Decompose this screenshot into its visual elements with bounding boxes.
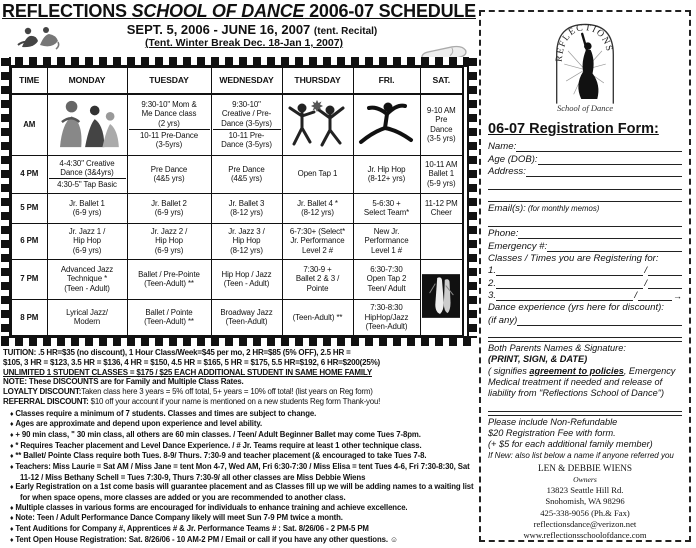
- cell-tuesday-7pm: Ballet / Pre-Pointe (Teen-Adult) **: [127, 259, 211, 299]
- cell-saturday-5pm: 11-12 PM Cheer: [420, 193, 463, 223]
- owner-email: reflectionsdance@verizon.net: [533, 518, 637, 529]
- subtitle-row: [0, 22, 478, 55]
- col-header-wednesday: WEDNESDAY: [211, 67, 282, 94]
- owners-block: [488, 463, 682, 541]
- cell-thursday-7pm: 7:30-9 + Ballet 2 & 3 / Pointe: [282, 259, 353, 299]
- cell-friday-8pm: 7:30-8:30 HipHop/Jazz (Teen-Adult): [353, 299, 420, 336]
- age-field: Age (DOB):: [488, 152, 682, 164]
- time-label-5pm: 5 PM: [11, 193, 47, 223]
- address-blank: [526, 164, 682, 177]
- section-divider-2: [488, 415, 682, 416]
- cell-tuesday-am: 9:30-10" Mom & Me Dance class (2 yrs) 10-11 Pre-Dance (3-5yrs): [127, 94, 211, 155]
- name-blank: [516, 139, 682, 152]
- owner-names: LEN & DEBBIE WIENS: [538, 463, 632, 474]
- col-header-saturday: SAT.: [420, 67, 463, 94]
- header-row: [11, 67, 463, 94]
- cell-monday-8pm: Lyrical Jazz/ Modern: [47, 299, 127, 336]
- class-line-1: 1. /: [488, 264, 682, 276]
- col-header-tuesday: TUESDAY: [127, 67, 211, 94]
- col-header-friday: FRI.: [353, 67, 420, 94]
- address-blank-line-2: [488, 190, 682, 202]
- row-8pm: [11, 299, 463, 336]
- cell-friday-6pm: New Jr. Performance Level 1 #: [353, 223, 420, 259]
- cell-monday-5pm: Jr. Ballet 1 (6-9 yrs): [47, 193, 127, 223]
- cell-tuesday-5pm: Jr. Ballet 2 (6-9 yrs): [127, 193, 211, 223]
- email-field: Email(s): (for monthly memos): [488, 203, 600, 215]
- time-label-8pm: 8 PM: [11, 299, 47, 336]
- col-header-monday: MONDAY: [47, 67, 127, 94]
- class-line-3: 3. / →: [488, 289, 682, 301]
- filmstrip-right: [467, 57, 477, 346]
- cell-thursday-8pm: (Teen-Adult) **: [282, 299, 353, 336]
- tuition-block: [3, 348, 476, 407]
- cell-thursday-5pm: Jr. Ballet 4 * (8-12 yrs): [282, 193, 353, 223]
- children-dancing-icon: [50, 97, 124, 151]
- fee-line-1: Please include Non-Refundable: [488, 416, 618, 427]
- schedule-filmstrip-frame: [1, 57, 477, 346]
- reflections-logo: [541, 15, 629, 115]
- cell-thursday-4pm: Open Tap 1: [282, 155, 353, 193]
- time-label-4pm: 4 PM: [11, 155, 47, 193]
- cell-monday-6pm: Jr. Jazz 1 / Hip Hop (6-9 yrs): [47, 223, 127, 259]
- svg-text:REFLECTIONS: REFLECTIONS: [554, 22, 614, 63]
- cell-wednesday-8pm: Broadway Jazz (Teen-Adult): [211, 299, 282, 336]
- dancing-kids-icon: [286, 98, 350, 150]
- owner-website: www.reflectionsschoolofdance.com: [523, 529, 647, 540]
- parents-label: Both Parents Names & Signature:: [488, 343, 626, 354]
- class-schedule-table: [10, 66, 464, 337]
- cell-thursday-6pm: 6-7:30+ (Select* Jr. Performance Level 2 #: [282, 223, 353, 259]
- fee-line-2: $20 Registration Fee with form.: [488, 427, 616, 438]
- cell-saturday-6pm: [420, 223, 463, 259]
- phone-field: Phone:: [488, 227, 682, 239]
- row-5pm: [11, 193, 463, 223]
- if-any-field: (if any): [488, 313, 682, 325]
- svg-text:School of Dance: School of Dance: [556, 103, 614, 114]
- emergency-field: Emergency #:: [488, 239, 682, 251]
- print-sign-label: (PRINT, SIGN, & DATE): [488, 354, 588, 365]
- cell-wednesday-5pm: Jr. Ballet 3 (8-12 yrs): [211, 193, 282, 223]
- policy-note: ( signifies agreement to policies, Emergency Medical treatment if needed and release of liability from "Reflections School of Dance"): [488, 365, 676, 399]
- form-heading: 06-07 Registration Form:: [488, 121, 659, 137]
- cell-saturday-evening: [420, 259, 463, 336]
- filmstrip-left: [1, 57, 11, 346]
- cell-monday-4pm: 4-4:30" Creative Dance (3&4yrs) 4:30-5" Tap Basic: [47, 155, 127, 193]
- owner-city: Snohomish, WA 98296: [545, 496, 625, 507]
- winter-break-note: (Tent. Winter Break Dec. 18-Jan 1, 2007): [144, 37, 344, 49]
- cell-thursday-am: [282, 94, 353, 155]
- cell-tuesday-8pm: Ballet / Pointe (Teen-Adult) **: [127, 299, 211, 336]
- if-new-note: If New: also list below a name if anyone referred you: [488, 451, 674, 461]
- filmstrip-bottom: [1, 336, 477, 346]
- page-title: REFLECTIONS SCHOOL OF DANCE 2006-07 SCHEDULE: [2, 1, 476, 21]
- col-header-time: TIME: [11, 67, 47, 94]
- tuition-line-2: $105, 3 HR = $123, 3.5 HR = $136, 4 HR = $150, 4.5 HR = $165, 5 HR = $175, 5.5 HR=$192, 6 HR=$200(25%): [3, 357, 380, 367]
- cell-wednesday-6pm: Jr. Jazz 3 / Hip Hop (8-12 yrs): [211, 223, 282, 259]
- referral-discount: REFERRAL DISCOUNT: $10 off your account if your name is mentioned on a new students Reg form Thank-you!: [3, 396, 381, 406]
- unlimited-line: UNLIMITED 1 STUDENT CLASSES = $175 / $25 EACH ADDITIONAL STUDENT IN SAME HOME FAMILY: [3, 367, 372, 377]
- cell-saturday-4pm: 10-11 AM Ballet 1 (5-9 yrs): [420, 155, 463, 193]
- owner-street: 13823 Seattle Hill Rd.: [546, 485, 624, 496]
- row-7pm: [11, 259, 463, 299]
- discount-note: NOTE: These DISCOUNTS are for Family and Multiple Class Rates.: [3, 377, 244, 387]
- classes-label: Classes / Times you are Registering for:: [488, 252, 659, 264]
- owner-phone: 425-338-9056 (Ph.& Fax): [540, 507, 630, 518]
- loyalty-discount: LOYALTY DISCOUNT:Taken class here 3 years = 5% off total, 5+ years = 10% off total! (list years on Reg form): [3, 387, 373, 396]
- fee-line-3: (+ $5 for each additional family member): [488, 439, 653, 450]
- swing-dancers-icon: [16, 25, 62, 51]
- cell-friday-4pm: Jr. Hip Hop (8-12+ yrs): [353, 155, 420, 193]
- row-am: [11, 94, 463, 155]
- class-line-2: 2. /: [488, 276, 682, 288]
- owner-role: Owners: [573, 475, 597, 485]
- time-label-6pm: 6 PM: [11, 223, 47, 259]
- date-range: SEPT. 5, 2006 - JUNE 16, 2007 (tent. Recital): [126, 22, 378, 37]
- emergency-blank: [547, 238, 682, 251]
- address-field: Address:: [488, 165, 682, 177]
- row-4pm: [11, 155, 463, 193]
- agreement-to-policies-text: agreement to policies: [529, 365, 624, 376]
- time-label-am: AM: [11, 94, 47, 155]
- policy-bullets: ♦ Classes require a minimum of 7 students. Classes and times are subject to change. ♦ Ages are approximate and depend upon experience and level ability. ♦ + 90 min class, " 30 min class, all others are 60 min classes. / Teen/ Adult Beginner Ballet may come Tues 7-8pm. ♦ * Requires Teacher placement and Level Dance Experience. / # Jr. Teams require at least 1 other technique class. ♦ ** Ballet/ Pointe Class require both Tues. 8-9/ Thurs. 7:30-9 and teacher placement (& encouraged to take Tues 7-8. ♦ Teachers: Miss Laurie = Sat AM / Miss Jane = tent Mon 4-7, Wed AM, Fri 6:30-7:30 / Miss Elisa = tent Tues 4-6, Fri 7:30-8:30, Sat 11-12 / Miss Bethany Schell = Tues 7:30-9, Thurs 7:30-9/ all other classes are Miss Debbie Wiens ♦ Early Registration on a 1st come basis will guarantee placement and as Classes fill up we will be adding names to a waiting list for when space opens, more classes are added or you are recommended to another class. ♦ Multiple classes in various forms are encouraged for individuals to enhance training and achieve excellence. ♦ Note: Teen / Adult Performance Dance Company likely will meet Sun 7-9 PM twice a month. ♦ Tent Auditions for Company #, Apprentices # & Jr. Performance Teams # : Sat. 8/26/06 - 2 PM-5 PM ♦ Tent Open House Registration: Sat. 8/26/06 - 10 AM-2 PM / Email or call if you have any other questions. ☺: [6, 409, 474, 546]
- cell-saturday-am: 9-10 AM Pre Dance (3-5 yrs): [420, 94, 463, 155]
- experience-label: Dance experience (yrs here for discount):: [488, 302, 664, 314]
- cell-wednesday-7pm: Hip Hop / Jazz (Teen - Adult): [211, 259, 282, 299]
- registration-form: [479, 10, 691, 542]
- section-divider-1: [488, 341, 682, 342]
- experience-blank-line: [488, 326, 682, 338]
- pointe-shoes-icon: [422, 273, 460, 319]
- tuition-line-1: TUITION: .5 HR=$35 (no discount), 1 Hour Class/Week=$45 per mo, 2 HR=$85 (5% OFF), 2.5 HR =: [3, 348, 351, 357]
- logo-area: [488, 15, 682, 120]
- signature-blank-line: [488, 399, 682, 411]
- col-header-thursday: THURSDAY: [282, 67, 353, 94]
- arrow-glyph: →: [673, 291, 682, 302]
- cell-tuesday-6pm: Jr. Jazz 2 / Hip Hop (6-9 yrs): [127, 223, 211, 259]
- time-label-7pm: 7 PM: [11, 259, 47, 299]
- cell-monday-am: [47, 94, 127, 155]
- phone-blank: [518, 226, 682, 239]
- cell-friday-5pm: 5-6:30 + Select Team*: [353, 193, 420, 223]
- cell-friday-7pm: 6:30-7:30 Open Tap 2 Teen/ Adult: [353, 259, 420, 299]
- age-blank: [538, 151, 682, 164]
- cell-monday-7pm: Advanced Jazz Technique * (Teen - Adult): [47, 259, 127, 299]
- name-field: Name:: [488, 140, 682, 152]
- row-6pm: [11, 223, 463, 259]
- cell-wednesday-am: 9:30-10" Creative / Pre- Dance (3-5yrs) 10-11 Pre- Dance (3-5yrs): [211, 94, 282, 155]
- cell-friday-am: [353, 94, 420, 155]
- filmstrip-top: [1, 57, 477, 67]
- cell-tuesday-4pm: Pre Dance (4&5 yrs): [127, 155, 211, 193]
- cell-wednesday-4pm: Pre Dance (4&5 yrs): [211, 155, 282, 193]
- leaping-dancer-icon: [357, 98, 417, 150]
